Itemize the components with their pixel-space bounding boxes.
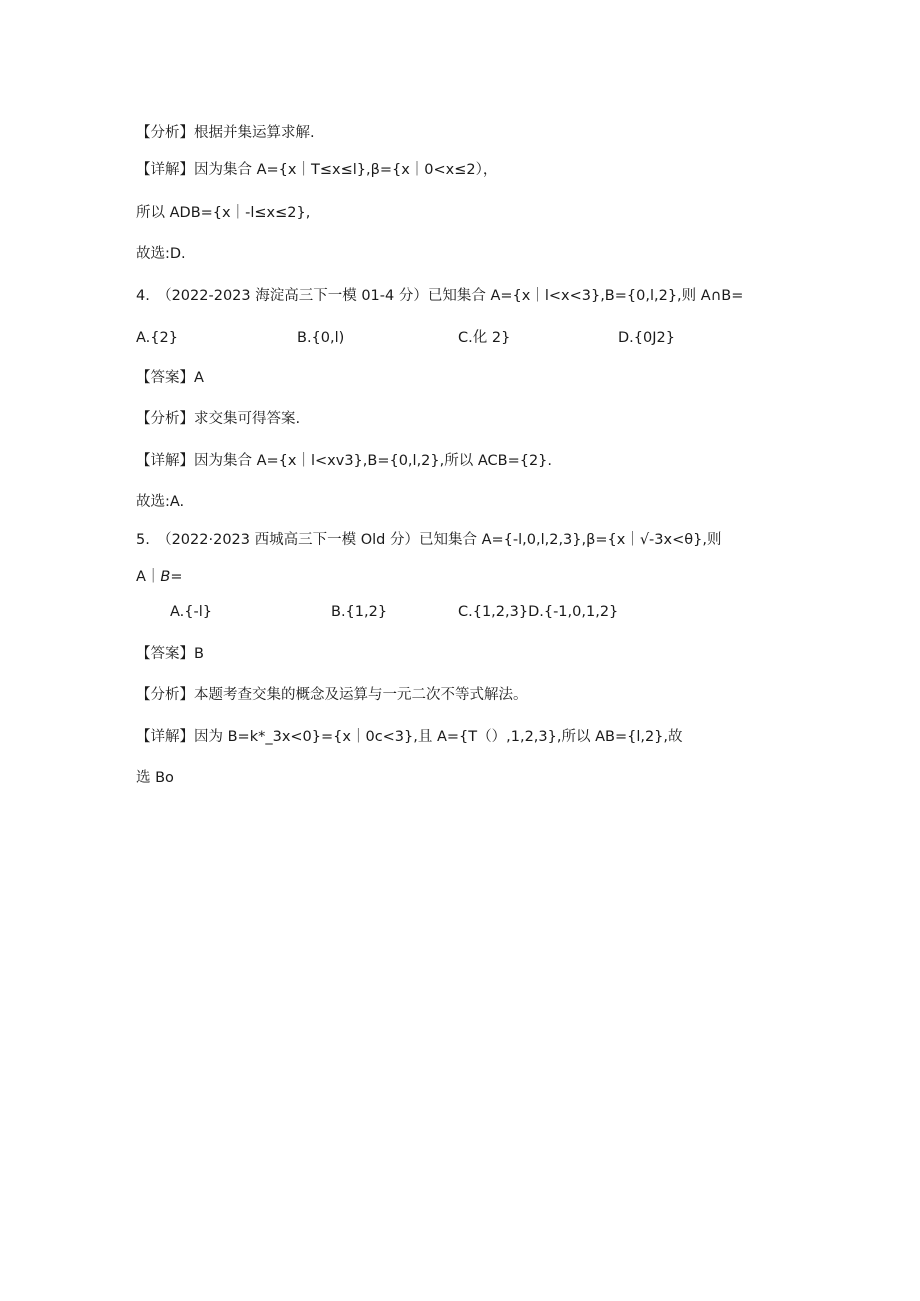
question-4: 4. （2022-2023 海淀高三下一模 01-4 分）已知集合 A={x｜l<x<3},B={0,l,2},则 A∩B= <box>136 288 744 304</box>
q4-option-c: C.化 2} <box>458 330 511 346</box>
q5-option-cd: C.{1,2,3}D.{-1,0,1,2} <box>458 604 619 620</box>
q5-option-b: B.{1,2} <box>331 604 388 620</box>
detail-line-2: 所以 ADB={x｜-l≤x≤2}, <box>136 205 311 221</box>
selection-line-1: 故选:D. <box>136 246 186 262</box>
q5-option-a: A.{-l} <box>170 604 212 620</box>
analysis-line-1: 【分析】根据并集运算求解. <box>136 125 315 141</box>
q4-option-a: A.{2} <box>136 330 178 346</box>
q5-analysis: 【分析】本题考查交集的概念及运算与一元二次不等式解法。 <box>136 687 528 703</box>
q5-selection: 选 Bo <box>136 770 174 786</box>
question-5: 5. （2022·2023 西城高三下一模 Old 分）已知集合 A={-l,0,l,2,3},β={x｜√-3x<θ},则 <box>136 532 722 548</box>
q4-answer: 【答案】A <box>136 370 204 386</box>
q4-detail: 【详解】因为集合 A={x｜l<xv3},B={0,l,2},所以 ACB={2}. <box>136 453 553 469</box>
q5-detail: 【详解】因为 B=k*_3x<0}={x｜0c<3},且 A={T（）,1,2,3},所以 AB={l,2},故 <box>136 729 683 745</box>
q4-option-b: B.{0,l) <box>297 330 345 346</box>
q5-cont-a: A｜ <box>136 569 161 585</box>
q4-option-d: D.{0J2} <box>618 330 675 346</box>
q4-analysis: 【分析】求交集可得答案. <box>136 411 301 427</box>
question-5-continuation <box>136 567 183 587</box>
q4-selection: 故选:A. <box>136 494 185 510</box>
q5-cont-b: B= <box>160 569 183 585</box>
detail-line-1: 【详解】因为集合 A={x｜T≤x≤l},β={x｜0<x≤2）， <box>136 162 498 178</box>
q5-answer: 【答案】B <box>136 646 204 662</box>
